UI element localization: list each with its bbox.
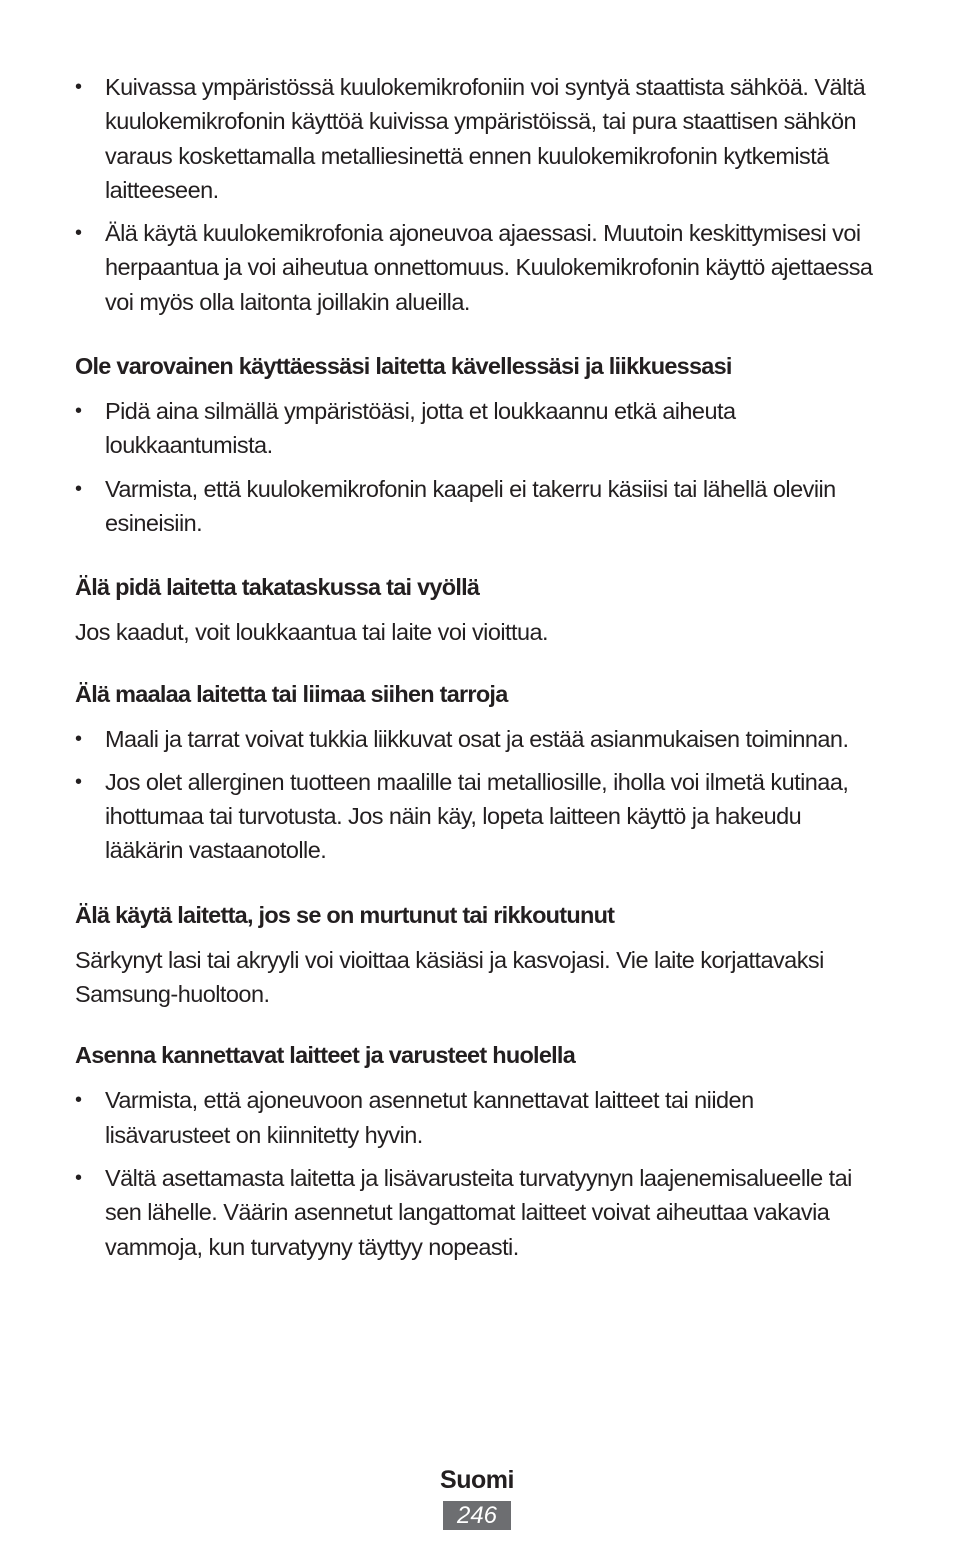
section-heading-paint: Älä maalaa laitetta tai liimaa siihen tarroja: [75, 680, 508, 707]
footer-language: Suomi: [440, 1466, 514, 1494]
list-item: [75, 1161, 875, 1264]
intro-list: [75, 70, 875, 319]
bullet-icon: •: [75, 400, 82, 423]
bullet-icon: •: [75, 770, 82, 793]
list-item-text: Älä käytä kuulokemikrofonia ajoneuvoa ajaessasi. Muutoin keskittymisesi voi herpaantua ja voi aiheutua onnettomuus. Kuulokemikrofonin käyttö ajettaessa voi myös olla laitonta joillakin alueilla.: [105, 220, 873, 315]
bullet-icon: •: [75, 1089, 82, 1112]
list-item-text: Varmista, että kuulokemikrofonin kaapeli ei takerru käsiisi tai lähellä oleviin esineisiin.: [105, 475, 836, 536]
list-item: [75, 216, 875, 319]
bullet-icon: •: [75, 477, 82, 500]
bullet-icon: •: [75, 1166, 82, 1189]
section-list-install: [75, 1083, 875, 1263]
list-item-text: Pidä aina silmällä ympäristöäsi, jotta et loukkaannu etkä aiheuta loukkaantumista.: [105, 398, 736, 459]
section-heading-install: Asenna kannettavat laitteet ja varusteet huolella: [75, 1042, 576, 1069]
list-item-text: Maali ja tarrat voivat tukkia liikkuvat osat ja estää asianmukaisen toiminnan.: [105, 725, 849, 752]
page-content: [75, 70, 875, 1273]
section-list-paint: [75, 722, 875, 868]
page-footer: [0, 1462, 954, 1530]
bullet-icon: •: [75, 76, 82, 98]
section-heading-broken: Älä käytä laitetta, jos se on murtunut tai rikkoutunut: [75, 901, 615, 928]
list-item: [75, 1083, 875, 1152]
section-text-pocket: Jos kaadut, voit loukkaantua tai laite voi vioittua.: [75, 619, 549, 646]
list-item-text: Varmista, että ajoneuvoon asennetut kannettavat laitteet tai niiden lisävarusteet on kiinnitetty hyvin.: [105, 1087, 754, 1148]
list-item: [75, 472, 875, 541]
list-item: [75, 394, 875, 463]
list-item: [75, 765, 875, 868]
section-heading-walking: Ole varovainen käyttäessäsi laitetta kävellessäsi ja liikkuessasi: [75, 353, 732, 380]
list-item-text: Vältä asettamasta laitetta ja lisävarusteita turvatyynyn laajenemisalueelle tai sen lähelle. Väärin asennetut langattomat laitteet voivat aiheuttaa vakavia vammoja, kun turvatyyny täyttyy nopeasti.: [105, 1164, 852, 1260]
section-text-broken: Särkynyt lasi tai akryyli voi vioittaa käsiäsi ja kasvojasi. Vie laite korjattavaksi Samsung-huoltoon.: [75, 946, 824, 1008]
list-item: [75, 722, 875, 756]
section-heading-pocket: Älä pidä laitetta takataskussa tai vyöllä: [75, 574, 480, 601]
page-number: 246: [443, 1501, 511, 1530]
bullet-icon: •: [75, 727, 82, 750]
list-item: [75, 70, 875, 207]
list-item-text: Kuivassa ympäristössä kuulokemikrofoniin voi syntyä staattista sähköä. Vältä kuulokemikrofonin käyttöä kuivissa ympäristöissä, tai pura staattisen sähkön varaus koskettamalla metalliesinettä ennen kuulokemikrofonin kytkemistä laitteeseen.: [105, 74, 866, 203]
section-list-walking: [75, 394, 875, 540]
list-item-text: Jos olet allerginen tuotteen maalille tai metalliosille, iholla voi ilmetä kutinaa, ihottumaa tai turvotusta. Jos näin käy, lopeta laitteen käyttö ja hakeudu lääkärin vastaanotolle.: [105, 768, 849, 864]
bullet-icon: •: [75, 222, 82, 245]
